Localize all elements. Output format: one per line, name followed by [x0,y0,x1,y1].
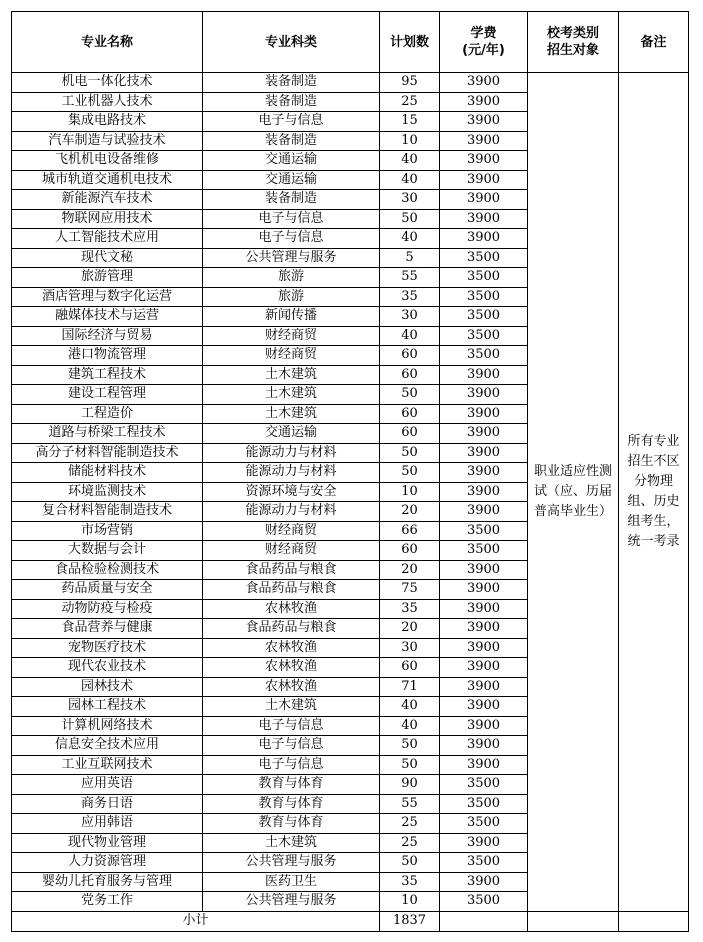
tuition-cell: 3900 [440,151,528,171]
tuition-cell: 3900 [440,677,528,697]
tuition-cell: 3500 [440,521,528,541]
major-category-cell: 财经商贸 [203,521,380,541]
tuition-cell: 3900 [440,502,528,522]
tuition-cell: 3900 [440,112,528,132]
subtotal-row [12,911,689,931]
plan-count-cell: 55 [380,268,440,288]
major-category-cell: 电子与信息 [203,716,380,736]
major-name-cell: 园林工程技术 [12,697,203,717]
major-name-cell: 现代农业技术 [12,658,203,678]
plan-count-cell: 50 [380,385,440,405]
major-category-cell: 医药卫生 [203,872,380,892]
major-name-cell: 飞机机电设备维修 [12,151,203,171]
major-name-cell: 应用韩语 [12,814,203,834]
header-row [12,12,689,73]
major-category-cell: 公共管理与服务 [203,892,380,912]
table-row [12,73,689,93]
tuition-cell: 3500 [440,268,528,288]
plan-count-cell: 60 [380,365,440,385]
exam-type-cell: 职业适应性测试（应、历届普高毕业生） [528,73,619,912]
header-major-name: 专业名称 [12,12,203,73]
major-category-cell: 教育与体育 [203,794,380,814]
major-name-cell: 工业机器人技术 [12,92,203,112]
major-name-cell: 计算机网络技术 [12,716,203,736]
plan-count-cell: 50 [380,853,440,873]
major-name-cell: 复合材料智能制造技术 [12,502,203,522]
major-name-cell: 大数据与会计 [12,541,203,561]
tuition-cell: 3900 [440,131,528,151]
major-category-cell: 农林牧渔 [203,638,380,658]
major-name-cell: 新能源汽车技术 [12,190,203,210]
tuition-cell: 3900 [440,229,528,249]
major-name-cell: 汽车制造与试验技术 [12,131,203,151]
plan-count-cell: 35 [380,287,440,307]
plan-count-cell: 50 [380,443,440,463]
header-exam-type: 校考类别 招生对象 [528,12,619,73]
major-name-cell: 国际经济与贸易 [12,326,203,346]
major-category-cell: 食品药品与粮食 [203,580,380,600]
plan-count-cell: 20 [380,619,440,639]
plan-count-cell: 55 [380,794,440,814]
major-category-cell: 能源动力与材料 [203,443,380,463]
major-name-cell: 人力资源管理 [12,853,203,873]
major-category-cell: 能源动力与材料 [203,502,380,522]
major-category-cell: 农林牧渔 [203,658,380,678]
plan-count-cell: 40 [380,716,440,736]
plan-count-cell: 35 [380,599,440,619]
plan-count-cell: 30 [380,190,440,210]
tuition-cell: 3900 [440,404,528,424]
subtotal-empty-cell [619,911,689,931]
major-name-cell: 现代文秘 [12,248,203,268]
major-name-cell: 储能材料技术 [12,463,203,483]
plan-count-cell: 10 [380,482,440,502]
plan-count-cell: 50 [380,736,440,756]
major-category-cell: 装备制造 [203,92,380,112]
tuition-cell: 3500 [440,287,528,307]
major-name-cell: 集成电路技术 [12,112,203,132]
plan-count-cell: 10 [380,892,440,912]
major-category-cell: 食品药品与粮食 [203,619,380,639]
tuition-cell: 3900 [440,92,528,112]
tuition-cell: 3900 [440,170,528,190]
major-category-cell: 土木建筑 [203,385,380,405]
major-category-cell: 教育与体育 [203,814,380,834]
plan-count-cell: 10 [380,131,440,151]
major-name-cell: 融媒体技术与运营 [12,307,203,327]
major-name-cell: 建筑工程技术 [12,365,203,385]
major-category-cell: 公共管理与服务 [203,248,380,268]
header-note: 备注 [619,12,689,73]
header-tuition: 学费 (元/年) [440,12,528,73]
major-category-cell: 新闻传播 [203,307,380,327]
major-category-cell: 旅游 [203,287,380,307]
plan-count-cell: 15 [380,112,440,132]
subtotal-empty-cell [440,911,528,931]
tuition-cell: 3500 [440,326,528,346]
tuition-cell: 3900 [440,833,528,853]
major-name-cell: 高分子材料智能制造技术 [12,443,203,463]
major-name-cell: 道路与桥梁工程技术 [12,424,203,444]
header-major-category: 专业科类 [203,12,380,73]
major-category-cell: 交通运输 [203,170,380,190]
tuition-cell: 3500 [440,775,528,795]
major-category-cell: 交通运输 [203,424,380,444]
plan-count-cell: 40 [380,229,440,249]
major-name-cell: 婴幼儿托育服务与管理 [12,872,203,892]
plan-count-cell: 25 [380,92,440,112]
major-name-cell: 动物防疫与检疫 [12,599,203,619]
major-category-cell: 财经商贸 [203,326,380,346]
plan-count-cell: 60 [380,541,440,561]
tuition-cell: 3900 [440,443,528,463]
major-name-cell: 食品检验检测技术 [12,560,203,580]
major-name-cell: 药品质量与安全 [12,580,203,600]
plan-count-cell: 25 [380,833,440,853]
plan-count-cell: 30 [380,307,440,327]
plan-count-cell: 50 [380,209,440,229]
plan-count-cell: 75 [380,580,440,600]
tuition-cell: 3900 [440,580,528,600]
major-category-cell: 电子与信息 [203,209,380,229]
tuition-cell: 3500 [440,248,528,268]
plan-count-cell: 20 [380,560,440,580]
plan-count-cell: 60 [380,404,440,424]
tuition-cell: 3900 [440,209,528,229]
major-name-cell: 城市轨道交通机电技术 [12,170,203,190]
tuition-cell: 3500 [440,892,528,912]
major-category-cell: 食品药品与粮食 [203,560,380,580]
header-plan-count: 计划数 [380,12,440,73]
plan-count-cell: 25 [380,814,440,834]
tuition-cell: 3900 [440,463,528,483]
subtotal-label: 小计 [12,911,380,931]
tuition-cell: 3500 [440,307,528,327]
major-category-cell: 农林牧渔 [203,599,380,619]
major-name-cell: 食品营养与健康 [12,619,203,639]
major-name-cell: 物联网应用技术 [12,209,203,229]
plan-count-cell: 40 [380,151,440,171]
plan-count-cell: 60 [380,346,440,366]
plan-count-cell: 20 [380,502,440,522]
tuition-cell: 3900 [440,560,528,580]
tuition-cell: 3500 [440,541,528,561]
major-name-cell: 信息安全技术应用 [12,736,203,756]
major-name-cell: 环境监测技术 [12,482,203,502]
major-category-cell: 农林牧渔 [203,677,380,697]
plan-count-cell: 60 [380,658,440,678]
tuition-cell: 3900 [440,697,528,717]
major-category-cell: 土木建筑 [203,404,380,424]
tuition-cell: 3900 [440,658,528,678]
major-category-cell: 土木建筑 [203,833,380,853]
major-category-cell: 财经商贸 [203,541,380,561]
major-category-cell: 土木建筑 [203,697,380,717]
tuition-cell: 3900 [440,385,528,405]
subtotal-empty-cell [528,911,619,931]
major-name-cell: 港口物流管理 [12,346,203,366]
major-category-cell: 财经商贸 [203,346,380,366]
major-category-cell: 交通运输 [203,151,380,171]
tuition-cell: 3500 [440,346,528,366]
major-name-cell: 市场营销 [12,521,203,541]
major-name-cell: 宠物医疗技术 [12,638,203,658]
plan-count-cell: 40 [380,170,440,190]
major-name-cell: 机电一体化技术 [12,73,203,93]
subtotal-value: 1837 [380,911,440,931]
major-name-cell: 旅游管理 [12,268,203,288]
major-category-cell: 电子与信息 [203,755,380,775]
tuition-cell: 3900 [440,482,528,502]
major-category-cell: 电子与信息 [203,229,380,249]
tuition-cell: 3900 [440,365,528,385]
major-name-cell: 工业互联网技术 [12,755,203,775]
tuition-cell: 3900 [440,73,528,93]
enrollment-plan-table [11,11,689,932]
major-category-cell: 装备制造 [203,131,380,151]
tuition-cell: 3500 [440,853,528,873]
major-category-cell: 旅游 [203,268,380,288]
plan-count-cell: 66 [380,521,440,541]
tuition-cell: 3500 [440,794,528,814]
major-name-cell: 园林技术 [12,677,203,697]
major-name-cell: 现代物业管理 [12,833,203,853]
major-name-cell: 人工智能技术应用 [12,229,203,249]
major-category-cell: 资源环境与安全 [203,482,380,502]
plan-count-cell: 40 [380,326,440,346]
major-name-cell: 建设工程管理 [12,385,203,405]
tuition-cell: 3900 [440,872,528,892]
major-category-cell: 装备制造 [203,73,380,93]
plan-count-cell: 95 [380,73,440,93]
tuition-cell: 3900 [440,736,528,756]
major-name-cell: 商务日语 [12,794,203,814]
tuition-cell: 3500 [440,814,528,834]
plan-count-cell: 71 [380,677,440,697]
major-category-cell: 电子与信息 [203,112,380,132]
major-name-cell: 党务工作 [12,892,203,912]
major-category-cell: 装备制造 [203,190,380,210]
tuition-cell: 3900 [440,755,528,775]
note-cell: 所有专业招生不区分物理组、历史组考生，统一考录 [619,73,689,912]
major-name-cell: 酒店管理与数字化运营 [12,287,203,307]
major-category-cell: 教育与体育 [203,775,380,795]
major-category-cell: 公共管理与服务 [203,853,380,873]
tuition-cell: 3900 [440,638,528,658]
major-name-cell: 工程造价 [12,404,203,424]
plan-count-cell: 35 [380,872,440,892]
tuition-cell: 3900 [440,599,528,619]
tuition-cell: 3900 [440,190,528,210]
tuition-cell: 3900 [440,619,528,639]
plan-count-cell: 90 [380,775,440,795]
major-name-cell: 应用英语 [12,775,203,795]
major-category-cell: 电子与信息 [203,736,380,756]
plan-count-cell: 60 [380,424,440,444]
major-category-cell: 能源动力与材料 [203,463,380,483]
tuition-cell: 3900 [440,716,528,736]
plan-count-cell: 40 [380,697,440,717]
plan-count-cell: 30 [380,638,440,658]
tuition-cell: 3900 [440,424,528,444]
plan-count-cell: 50 [380,755,440,775]
plan-count-cell: 50 [380,463,440,483]
plan-count-cell: 5 [380,248,440,268]
major-category-cell: 土木建筑 [203,365,380,385]
